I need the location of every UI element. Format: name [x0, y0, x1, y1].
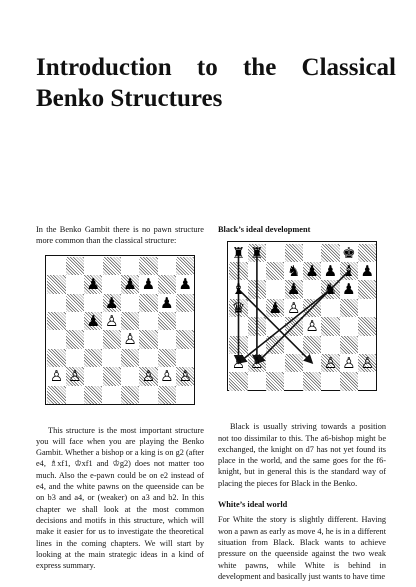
chess-piece-h2: ♙	[178, 367, 193, 386]
board-square	[84, 294, 102, 312]
chess-piece-g8: ♚	[342, 243, 356, 262]
board-square	[66, 257, 84, 275]
board-square	[47, 275, 65, 293]
white-ideal-paragraph: For White the story is slightly different. Having won a pawn as early as move 4, he is in a different situation from Black. Black wants to achieve pressure on the queenside against the two weak white pawns, while White is behind in development and basically just wants to have time	[218, 515, 386, 581]
chess-piece-e4: ♙	[305, 317, 319, 336]
board-square	[176, 294, 194, 312]
board-square	[121, 349, 139, 367]
board-square	[47, 294, 65, 312]
board-square	[121, 367, 139, 385]
board-square	[121, 257, 139, 275]
chess-piece-d7: ♞	[286, 261, 301, 280]
board-square	[139, 386, 157, 404]
chess-piece-e4: ♙	[123, 330, 137, 349]
board-square	[66, 294, 84, 312]
chess-piece-g6: ♟	[342, 280, 356, 299]
chess-diagram-black-ideal-development	[227, 241, 377, 391]
board-square	[66, 330, 84, 348]
chess-piece-c5: ♟	[268, 298, 283, 317]
chess-piece-h2: ♙	[360, 353, 375, 372]
board-square	[66, 275, 84, 293]
board-square	[47, 349, 65, 367]
chess-piece-h7: ♟	[360, 261, 375, 280]
chess-piece-a2: ♙	[231, 353, 246, 372]
board-square	[47, 330, 65, 348]
board-square	[176, 257, 194, 275]
board-square	[103, 257, 121, 275]
black-development-paragraph: Black is usually striving towards a position not too dissimilar to this. The a6-bishop might be exchanged, the knight on d7 has not yet found its place in the world, and the same goes for the f6-knight, but in general this is the standard way of placing the pieces for Black in the Benko.	[218, 422, 386, 488]
chess-piece-f7: ♟	[323, 261, 338, 280]
chess-piece-g6: ♟	[160, 293, 174, 312]
board-square	[47, 312, 65, 330]
chess-piece-d6: ♟	[286, 280, 301, 299]
board-square	[158, 312, 176, 330]
chapter-title: Introduction to the Classical Benko Structures	[36, 54, 396, 112]
board-square	[66, 312, 84, 330]
intro-paragraph: In the Benko Gambit there is no pawn structure more common than the classical structure:	[36, 225, 204, 246]
board-square	[139, 312, 157, 330]
board-square	[66, 349, 84, 367]
board-square	[103, 275, 121, 293]
board-square	[84, 330, 102, 348]
chess-piece-a5: ♛	[231, 298, 246, 317]
board-square	[121, 294, 139, 312]
board-square	[158, 349, 176, 367]
chess-piece-f6: ♞	[323, 280, 338, 299]
board-square	[176, 330, 194, 348]
board-square	[84, 367, 102, 385]
board-square	[84, 349, 102, 367]
board-square	[158, 330, 176, 348]
chess-piece-b2: ♙	[250, 353, 264, 372]
chess-piece-g7: ♝	[342, 261, 356, 280]
chess-piece-e7: ♟	[305, 261, 319, 280]
board-square	[158, 275, 176, 293]
chess-piece-b2: ♙	[68, 367, 82, 386]
board-square	[158, 386, 176, 404]
structure-paragraph: This structure is the most important structure you will face when you are playing the Benko Gambit. Whether a bishop or a king is on g2 (after e4, ♗xf1, ♔xf1 and ♔g2) does not matter too much. Also the e-pawn could be on e2 instead of e4, and the white pawns on the queenside can be on b3 and a4, or (weaker) on a3 and b2. In this chapter we shall look at the most common decisions and motifs in this structure, which will make it easier for us to investigate the theoretical lines in the coming chapters. We will start by looking at the main strategic ideas in a kind of express summary.	[36, 425, 204, 571]
board-square	[84, 257, 102, 275]
left-column	[36, 224, 204, 571]
board-square	[103, 330, 121, 348]
board-square	[103, 386, 121, 404]
chess-piece-f2: ♙	[323, 353, 338, 372]
board-square	[103, 367, 121, 385]
chess-piece-d5: ♙	[104, 312, 119, 331]
board-square	[158, 257, 176, 275]
chess-piece-f2: ♙	[141, 367, 156, 386]
chess-piece-c5: ♟	[86, 312, 101, 331]
chess-piece-g2: ♙	[160, 367, 174, 386]
board-square	[176, 386, 194, 404]
chess-piece-a8: ♜	[231, 243, 246, 262]
chess-diagram-classical-structure	[45, 255, 195, 405]
right-column	[218, 224, 386, 582]
board-square	[103, 349, 121, 367]
board-square	[176, 349, 194, 367]
board-square	[139, 257, 157, 275]
section-heading-white-ideal-world: White’s ideal world	[218, 500, 288, 510]
chess-piece-g2: ♙	[342, 353, 356, 372]
board-square	[121, 312, 139, 330]
section-heading-black-development: Black’s ideal development	[218, 225, 311, 234]
chess-piece-b8: ♜	[250, 243, 264, 262]
chess-piece-f7: ♟	[141, 275, 156, 294]
board-square	[47, 257, 65, 275]
board-square	[84, 386, 102, 404]
chess-piece-d5: ♙	[286, 298, 301, 317]
board-square	[66, 386, 84, 404]
board-square	[139, 294, 157, 312]
chess-piece-e7: ♟	[123, 275, 137, 294]
chess-piece-d6: ♟	[104, 293, 119, 312]
chess-piece-a2: ♙	[49, 367, 64, 386]
board-square	[121, 386, 139, 404]
chess-piece-c7: ♟	[86, 275, 101, 294]
board-square	[139, 349, 157, 367]
chess-piece-h7: ♟	[178, 275, 193, 294]
chess-piece-a6: ♝	[231, 280, 246, 299]
board-square	[47, 386, 65, 404]
board-square	[139, 330, 157, 348]
board-square	[176, 312, 194, 330]
